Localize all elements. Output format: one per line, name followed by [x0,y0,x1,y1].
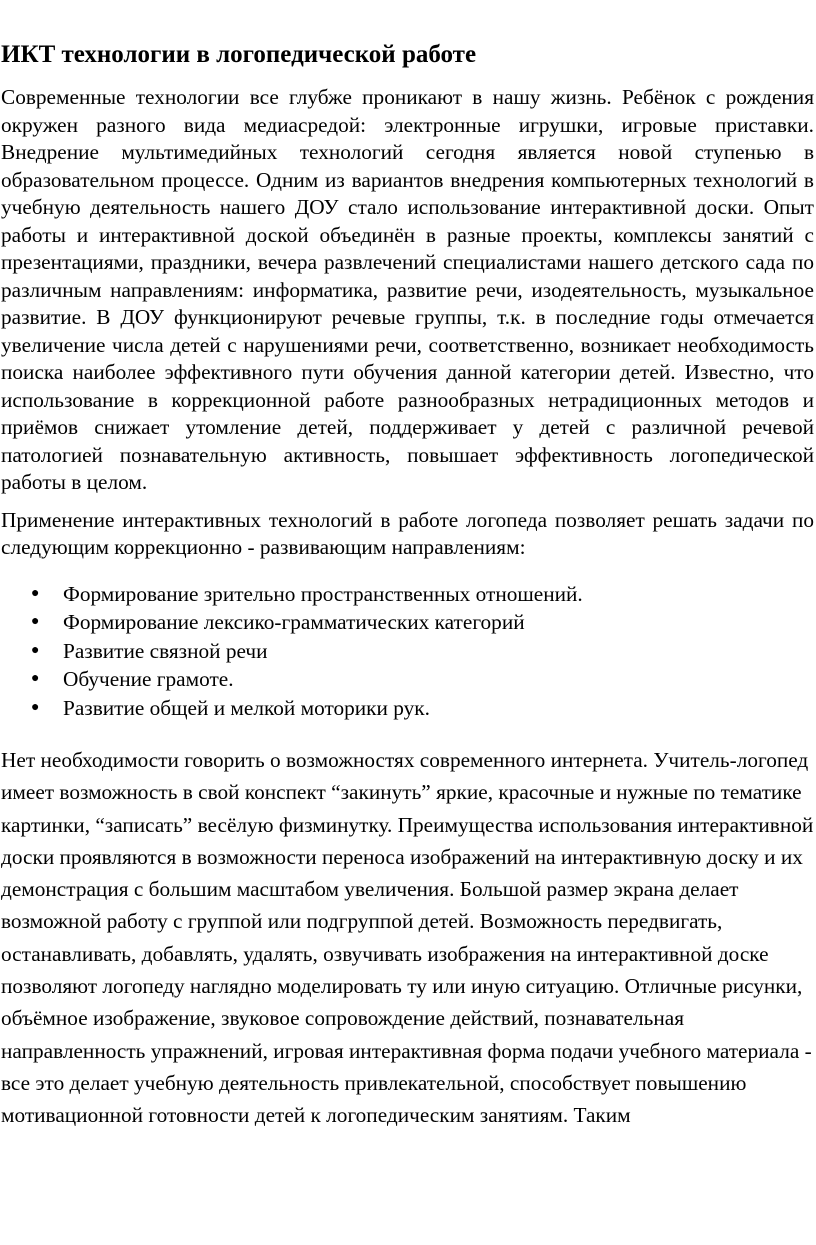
list-item [1,637,814,666]
bullet-icon: ● [31,614,40,629]
paragraph-tasks: Применение интерактивных технологий в работе логопеда позволяет решать задачи по следующим коррекционно - развивающим направлениям: [1,507,814,559]
list-item-text: Развитие общей и мелкой моторики рук. [63,695,430,720]
list-item-text: Формирование лексико-грамматических категорий [63,610,525,634]
list-item [1,665,814,694]
paragraph-intro: Современные технологии все глубже проникают в нашу жизнь. Ребёнок с рождения окружен разного вида медиасредой: электронные игрушки, игровые приставки. Внедрение мультимедийных технологий сегодня является новой ступенью в образовательном процессе. Одним из вариантов внедрения компьютерных технологий в учебную деятельность нашего ДОУ стало использование интерактивной доски. Опыт работы и интерактивной доской объединён в разные проекты, комплексы занятий с презентациями, праздники, вечера развлечений специалистами нашего детского сада по различным направлениям: информатика, развитие речи, изодеятельность, музыкальное развитие. В ДОУ функционируют речевые группы, т.к. в последние годы отмечается увеличение числа детей с нарушениями речи, соответственно, возникает необходимость поиска наиболее эффективного пути обучения данной категории детей. Известно, что использование в коррекционной работе разнообразных нетрадиционных методов и приёмов снижает утомление детей, поддерживает у детей с различной речевой патологией познавательную активность, повышает эффективность логопедической работы в целом. [1,85,814,494]
list-item [1,608,814,637]
bullet-icon: ● [31,671,40,686]
list-item-text: Обучение грамоте. [63,667,234,691]
document-title: ИКТ технологии в логопедической работе [1,41,477,68]
directions-list [1,580,814,723]
list-item [1,580,814,609]
bullet-icon: ● [31,585,40,601]
list-item-text: Формирование зрительно пространственных отношений. [63,581,583,606]
bullet-icon: ● [31,699,40,715]
list-item-text: Развитие связной речи [63,638,268,663]
paragraph-benefits: Нет необходимости говорить о возможностях современного интернета. Учитель-логопед имеет возможность в свой конспект “закинуть” яркие, красочные и нужные по тематике картинки, “записать” весёлую физминутку. Преимущества использования интерактивной доски проявляются в возможности переноса изображений на интерактивную доску и их демонстрация с большим масштабом увеличения. Большой размер экрана делает возможной работу с группой или подгруппой детей. Возможность передвигать, останавливать, добавлять, удалять, озвучивать изображения на интерактивной доске позволяют логопеду наглядно моделировать ту или иную ситуацию. Отличные рисунки, объёмное изображение, звуковое сопровождение действий, познавательная направленность упражнений, игровая интерактивная форма подачи учебного материала - все это делает учебную деятельность привлекательной, способствует повышению мотивационной готовности детей к логопедическим занятиям. Таким [1,748,814,1128]
bullet-icon: ● [31,642,40,658]
list-item [1,694,814,723]
